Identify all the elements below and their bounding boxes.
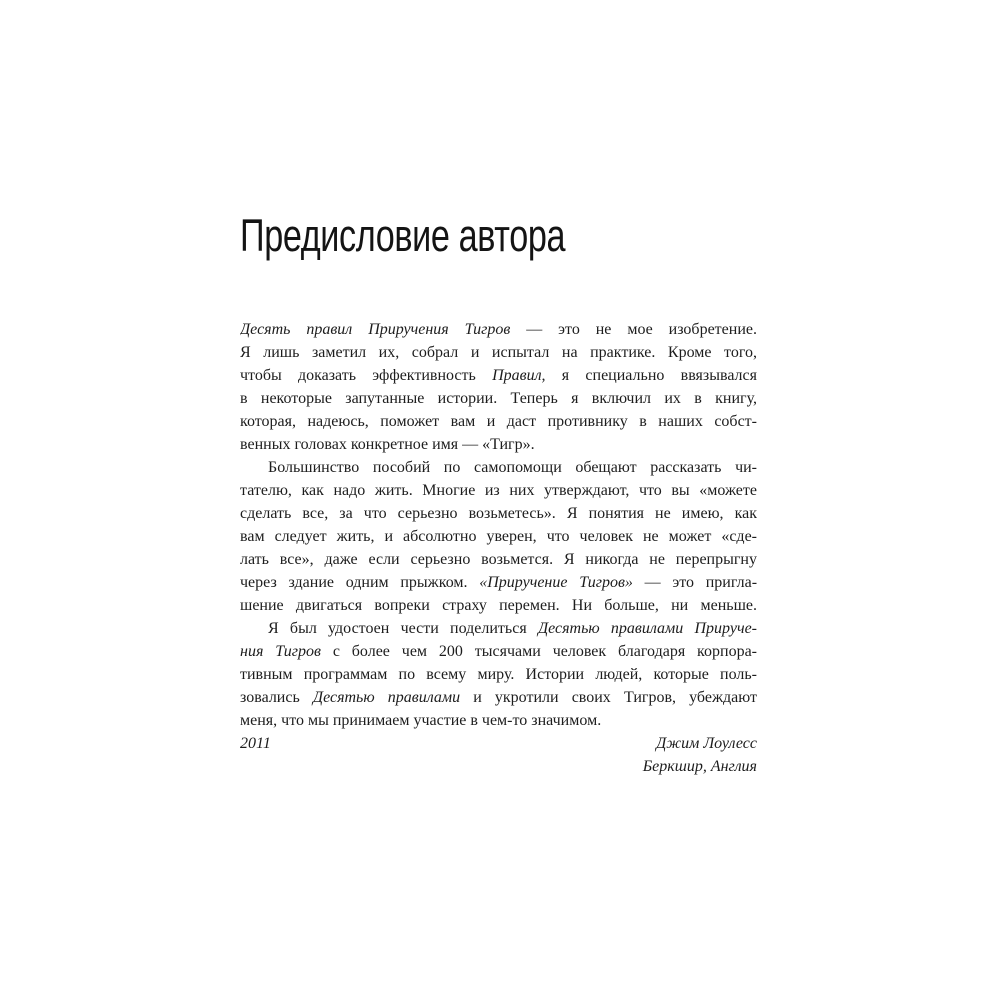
paragraphs-container [240, 318, 757, 732]
text-line [240, 525, 757, 548]
italic-text-segment: ния Тигров [240, 643, 321, 660]
text-line [240, 479, 757, 502]
text-segment: Большинство пособий по самопомощи обещают рассказать чи- [268, 459, 757, 476]
text-segment: зовались [240, 689, 313, 706]
text-line [240, 364, 757, 387]
text-line [240, 433, 757, 456]
text-line [240, 318, 757, 341]
text-segment: через здание одним прыжком. [240, 574, 480, 591]
text-segment: которая, надеюсь, поможет вам и даст противнику в наших собст- [240, 413, 757, 430]
text-segment: и укротили своих Тигров, убеждают [460, 689, 757, 706]
paragraph [240, 617, 757, 732]
italic-text-segment: Правил, [492, 367, 546, 384]
text-segment: шение двигаться вопреки страху перемен. Ни больше, ни меньше. [240, 597, 757, 614]
text-line [240, 686, 757, 709]
text-line [240, 640, 757, 663]
text-segment: тивным программам по всему миру. Истории людей, которые поль- [240, 666, 757, 683]
signature-author: Джим Лоулесс [656, 735, 757, 752]
text-line [240, 617, 757, 640]
text-line [240, 387, 757, 410]
italic-text-segment: Десятью правилами Прируче- [537, 620, 757, 637]
text-segment: с более чем 200 тысячами человек благодаря корпора- [320, 643, 757, 660]
paragraph [240, 318, 757, 456]
text-line [240, 341, 757, 364]
text-segment: — это не мое изобретение. [510, 321, 757, 338]
text-segment: тателю, как надо жить. Многие из них утверждают, что вы «можете [240, 482, 757, 499]
text-line [240, 456, 757, 479]
signature-row [240, 732, 757, 755]
italic-text-segment: «Приручение Тигров» [479, 574, 633, 591]
body-text [240, 318, 757, 778]
italic-text-segment: Десять правил Приручения Тигров [240, 321, 511, 338]
text-line [240, 548, 757, 571]
italic-text-segment: Десятью правилами [312, 689, 461, 706]
text-segment: я специально ввязывался [545, 367, 757, 384]
text-segment: чтобы доказать эффективность [240, 367, 493, 384]
text-line [240, 571, 757, 594]
text-line [240, 663, 757, 686]
signature-place: Беркшир, Англия [642, 758, 757, 775]
text-segment: — это пригла- [632, 574, 757, 591]
text-segment: Я лишь заметил их, собрал и испытал на практике. Кроме того, [240, 344, 757, 361]
text-segment: в некоторые запутанные истории. Теперь я включил их в книгу, [240, 390, 757, 407]
text-line [240, 502, 757, 525]
paragraph [240, 456, 757, 617]
text-segment: меня, что мы принимаем участие в чем-то значимом. [240, 712, 602, 729]
text-segment: сделать все, за что серьезно возьметесь». Я понятия не имею, как [240, 505, 757, 522]
text-line [240, 594, 757, 617]
text-segment: венных головах конкретное имя — «Тигр». [240, 436, 535, 453]
text-line [240, 410, 757, 433]
text-line [240, 709, 757, 732]
text-segment: лать все», даже если серьезно возьмется. Я никогда не перепрыгну [240, 551, 757, 568]
signature-year: 2011 [240, 735, 271, 752]
text-segment: Я был удостоен чести поделиться [268, 620, 538, 637]
chapter-title: Предисловие автора [240, 210, 566, 261]
text-segment: вам следует жить, и абсолютно уверен, что человек не может «сде- [240, 528, 757, 545]
